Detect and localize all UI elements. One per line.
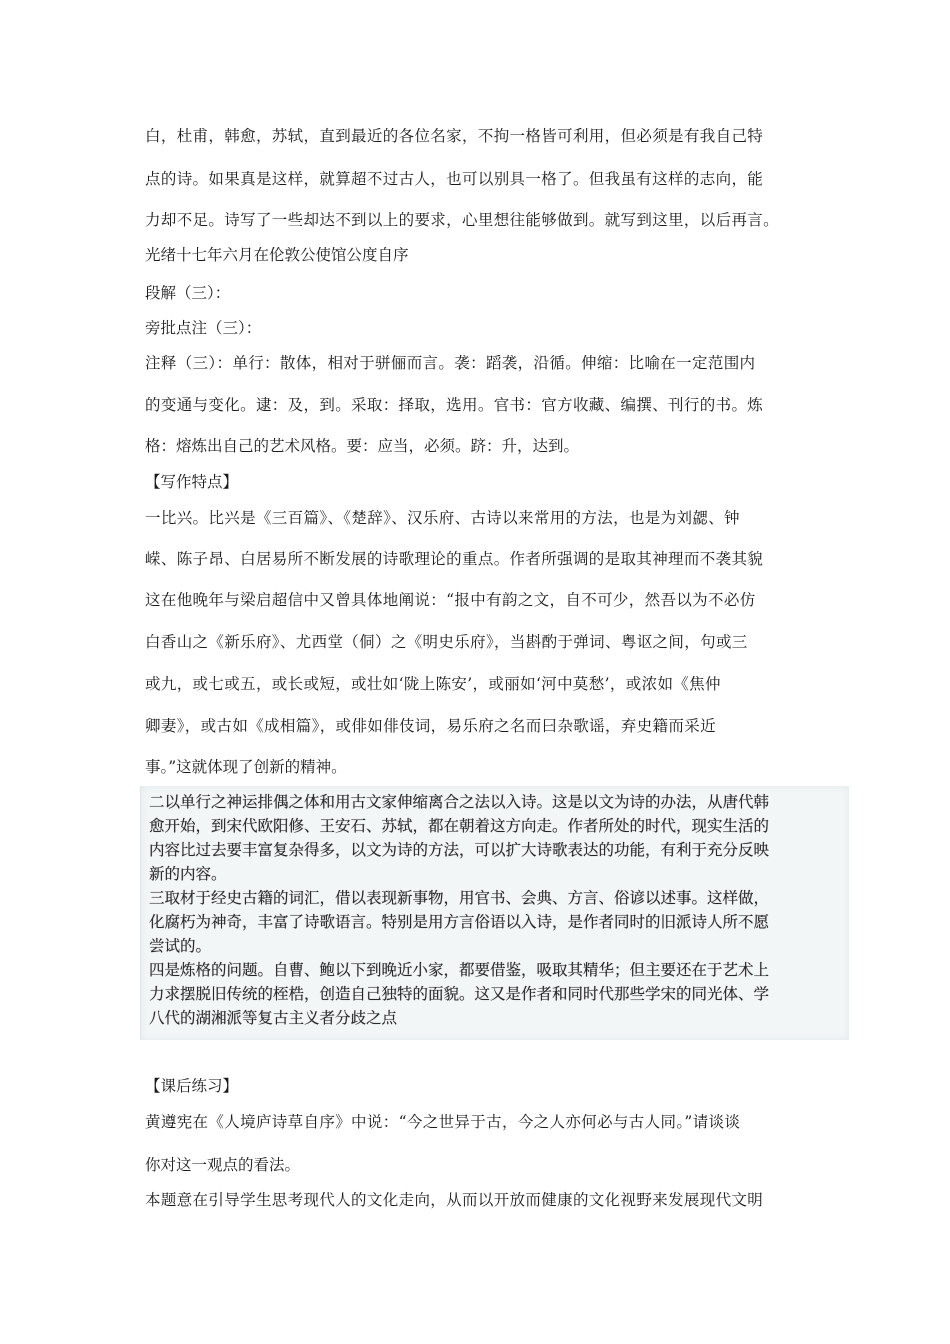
boxed-line-7: 尝试的。 [149,937,212,955]
boxed-line-6: 化腐朽为神奇，丰富了诗歌语言。特别是用方言俗语以入诗，是作者同时的旧派诗人所不愿 [149,913,770,931]
intro-line-3: 力却不足。诗写了一些却达不到以上的要求，心里想往能够做到。就写到这里，以后再言。 [145,211,780,229]
exercise-heading: 【课后练习】 [145,1077,239,1095]
feature1-line-7: 事。”这就体现了创新的精神。 [145,758,347,776]
exercise-line-1: 黄遵宪在《人境庐诗草自序》中说：“今之世异于古，今之人亦何必与古人同。”请谈谈 [145,1113,741,1131]
feature1-line-4: 白香山之《新乐府》、尤西堂（侗）之《明史乐府》，当斟酌于弹词、粤讴之间，句或三 [145,633,748,651]
section-label-pangpi: 旁批点注（三）： [145,319,262,337]
exercise-line-2: 你对这一观点的看法。 [145,1156,301,1174]
intro-line-1: 白，杜甫，韩愈，苏轼，直到最近的各位名家，不拘一格皆可利用，但必须是有我自己特 [145,127,764,145]
boxed-line-3: 内容比过去要丰富复杂得多，以文为诗的方法，可以扩大诗歌表达的功能，有利于充分反映 [149,841,770,859]
feature1-line-6: 卿妻》，或古如《成相篇》，或俳如俳伎词，易乐府之名而曰杂歌谣，弃史籍而采近 [145,717,716,735]
preface-signature: 光绪十七年六月在伦敦公使馆公度自序 [145,246,409,264]
feature1-line-2: 嵘、陈子昂、白居易所不断发展的诗歌理论的重点。作者所强调的是取其神理而不袭其貌 [145,550,764,568]
boxed-line-8: 四是炼格的问题。自曹、鲍以下到晚近小家，都要借鉴，吸取其精华；但主要还在于艺术上 [149,961,770,979]
notes-line-3: 格：熔炼出自己的艺术风格。要：应当，必须。跻：升，达到。 [145,437,580,455]
section-label-duanjie: 段解（三）： [145,284,231,302]
intro-line-2: 点的诗。如果真是这样，就算超不过古人，也可以别具一格了。但我虽有这样的志向，能 [145,170,764,188]
feature1-line-5: 或九，或七或五，或长或短，或壮如‘陇上陈安’，或丽如‘河中莫愁’，或浓如《焦仲 [145,675,721,693]
notes-line-1: 注释（三）：单行：散体，相对于骈俪而言。袭：蹈袭，沿循。伸缩：比喻在一定范围内 [145,354,756,372]
boxed-line-5: 三取材于经史古籍的词汇，借以表现新事物，用官书、会典、方言、俗谚以述事。这样做， [149,889,770,907]
notes-line-2: 的变通与变化。逮：及，到。采取：择取，选用。官书：官方收藏、编撰、刊行的书。炼 [145,396,764,414]
writing-features-heading: 【写作特点】 [145,473,239,491]
boxed-line-2: 愈开始，到宋代欧阳修、王安石、苏轼，都在朝着这方向走。作者所处的时代，现实生活的 [149,817,770,835]
feature1-line-1: 一比兴。比兴是《三百篇》、《楚辞》、汉乐府、古诗以来常用的方法，也是为刘勰、钟 [145,509,740,527]
embedded-text-image [140,786,849,1040]
boxed-line-10: 八代的湖湘派等复古主义者分歧之点 [149,1009,398,1027]
boxed-line-4: 新的内容。 [149,865,227,883]
feature1-line-3: 这在他晚年与梁启超信中又曾具体地阐说：“报中有韵之文，自不可少，然吾以为不必仿 [145,591,756,609]
exercise-line-3: 本题意在引导学生思考现代人的文化走向，从而以开放而健康的文化视野来发展现代文明 [145,1191,764,1209]
boxed-line-9: 力求摆脱旧传统的桎梏，创造自己独特的面貌。这又是作者和同时代那些学宋的同光体、学 [149,985,770,1003]
boxed-line-1: 二以单行之神运排偶之体和用古文家伸缩离合之法以入诗。这是以文为诗的办法，从唐代韩 [149,793,770,811]
